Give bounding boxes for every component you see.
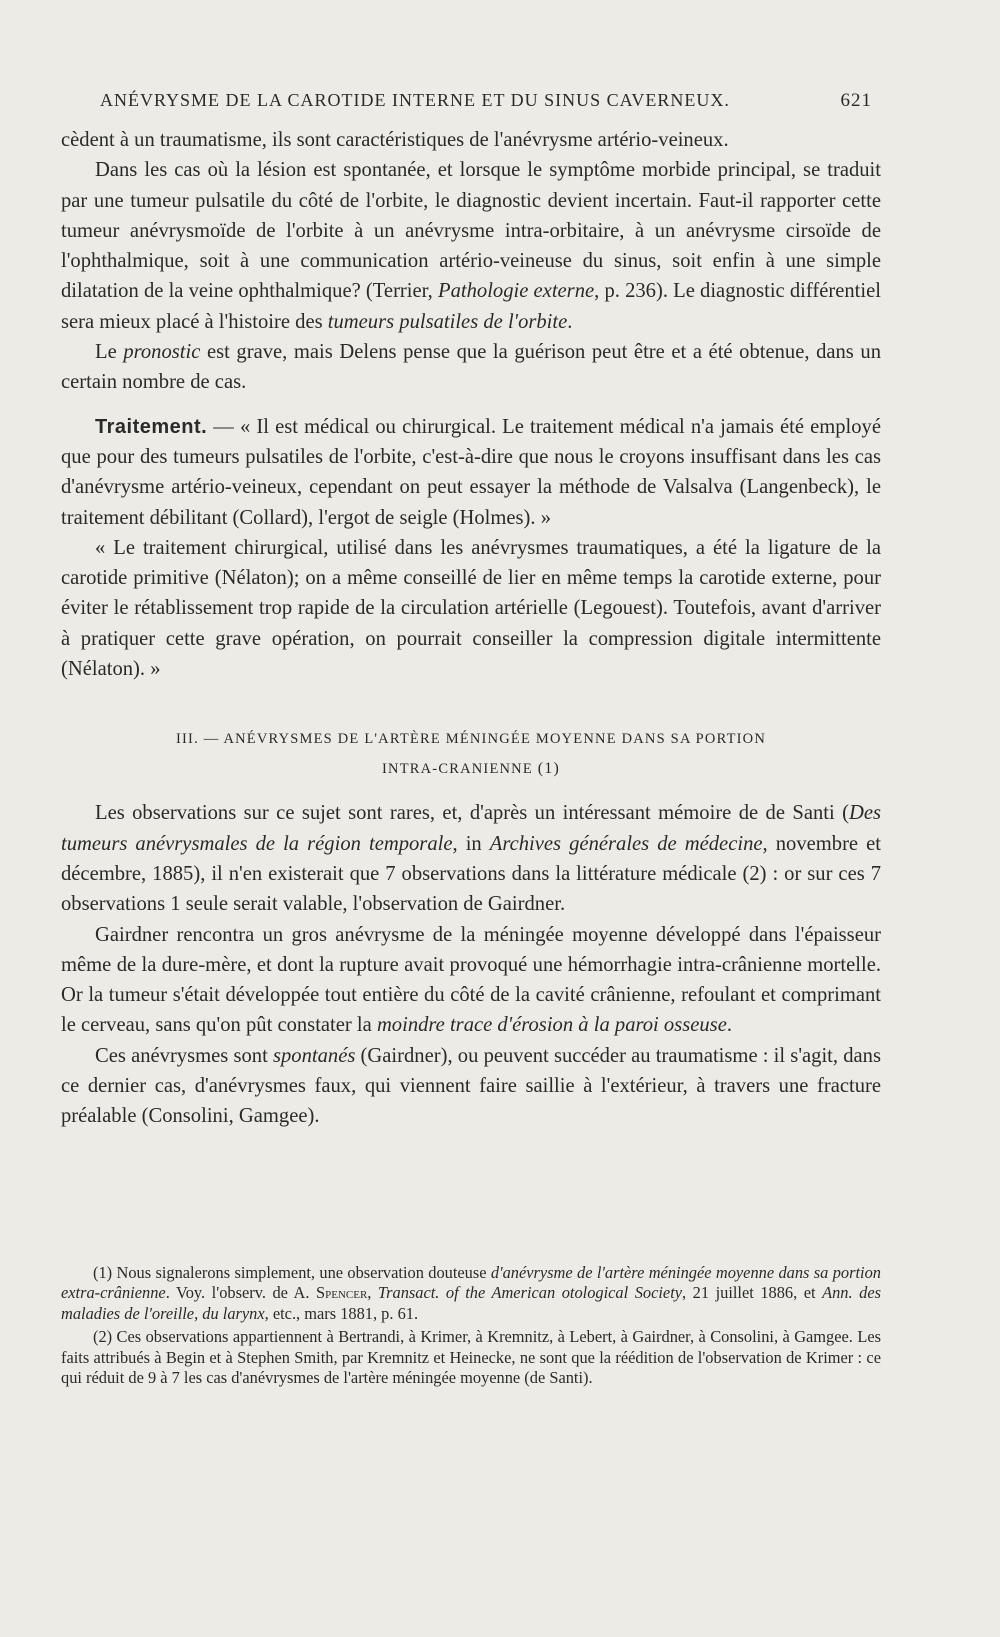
footnote: (1) Nous signalerons simplement, une observation douteuse d'anévrysme de l'artère méningée moyenne dans sa portion extra-crânienne. Voy. l'observ. de A. Spencer, Transact. of the American otological Society, 21 juillet 1886, et Ann. des maladies de l'oreille, du larynx, etc., mars 1881, p. 61. (61, 1263, 881, 1323)
running-title: ANÉVRYSME DE LA CAROTIDE INTERNE ET DU SINUS CAVERNEUX. (100, 90, 730, 110)
paragraph: Les observations sur ce sujet sont rares, et, d'après un intéressant mémoire de de Santi (Des tumeurs anévrysmales de la région temporale, in Archives générales de médecine, novembre et décembre, 1885), il n'en existerait que 7 observations dans la littérature médicale (2) : or sur ces 7 observations 1 seule serait valable, l'observation de Gairdner. (61, 802, 881, 916)
section-heading: Traitement. (95, 415, 208, 438)
footnotes (61, 1263, 881, 1391)
paragraph: Ces anévrysmes sont spontanés (Gairdner), ou peuvent succéder au traumatisme : il s'agit, dans ce dernier cas, d'anévrysmes faux, qui viennent faire saillie à l'extérieur, à travers une fracture préalable (Consolini, Gamgee). (61, 1044, 881, 1128)
footnote-ref: (2) (742, 862, 767, 885)
paragraph: Le pronostic est grave, mais Delens pense que la guérison peut être et a été obtenue, dans un certain nombre de cas. (61, 341, 881, 394)
paragraph: Gairdner rencontra un gros anévrysme de la méningée moyenne développé dans l'épaisseur même de la dure-mère, et dont la rupture avait provoqué une hémorrhagie intra-crânienne mortelle. Or la tumeur s'était développée tout entière du côté de la cavité crânienne, refoulant et comprimant le cerveau, sans qu'on pût constater la moindre trace d'érosion à la paroi osseuse. (61, 923, 881, 1037)
footnote-ref: (1) (537, 760, 560, 778)
paragraph: cèdent à un traumatisme, ils sont caractéristiques de l'anévrysme artério-veineux. (61, 129, 729, 151)
paragraph-traitement: Traitement. — « Il est médical ou chirurgical. Le traitement médical n'a jamais été employé que pour des tumeurs pulsatiles de l'orbite, c'est-à-dire que nous le croyons insuffisant dans les cas d'anévrysme artério-veineux, cependant on peut essayer la méthode de Valsalva (Langenbeck), le traitement débilitant (Collard), l'ergot de seigle (Holmes). » (61, 415, 881, 529)
page-number: 621 (840, 90, 872, 111)
paragraph: « Le traitement chirurgical, utilisé dans les anévrysmes traumatiques, a été la ligature de la carotide primitive (Nélaton); on a même conseillé de lier en même temps la carotide externe, pour éviter le rétablissement trop rapide de la circulation artérielle (Legouest). Toutefois, avant d'arriver à pratiquer cette grave opération, on pourrait conseiller la compression digitale intermittente (Nélaton). » (61, 536, 881, 681)
section-title-line: III. — ANÉVRYSMES DE L'ARTÈRE MÉNINGÉE MOYENNE DANS SA PORTION (175, 731, 767, 748)
footnote: (2) Ces observations appartiennent à Bertrandi, à Krimer, à Kremnitz, à Lebert, à Gairdner, à Consolini, à Gamgee. Les faits attribués à Begin et à Stephen Smith, par Kremnitz et Heinecke, ne sont que la réédition de l'observation de Krimer : ce qui réduit de 9 à 7 les cas d'anévrysmes de l'artère méningée moyenne (de Santi). (61, 1327, 881, 1388)
paragraph: Dans les cas où la lésion est spontanée, et lorsque le symptôme morbide principal, se traduit par une tumeur pulsatile du côté de l'orbite, le diagnostic devient incertain. Faut-il rapporter cette tumeur anévrysmoïde de l'orbite à un anévrysme intra-orbitaire, à un anévrysme cirsoïde de l'ophthalmique, soit à une communication artério-veineuse du sinus, soit enfin à une simple dilatation de la veine ophthalmique? (Terrier, Pathologie externe, p. 236). Le diagnostic différentiel sera mieux placé à l'histoire des tumeurs pulsatiles de l'orbite. (61, 159, 881, 333)
main-text (61, 125, 881, 1132)
section-title (61, 724, 881, 784)
section-title-line: INTRA-CRANIENNE (1) (382, 760, 560, 778)
